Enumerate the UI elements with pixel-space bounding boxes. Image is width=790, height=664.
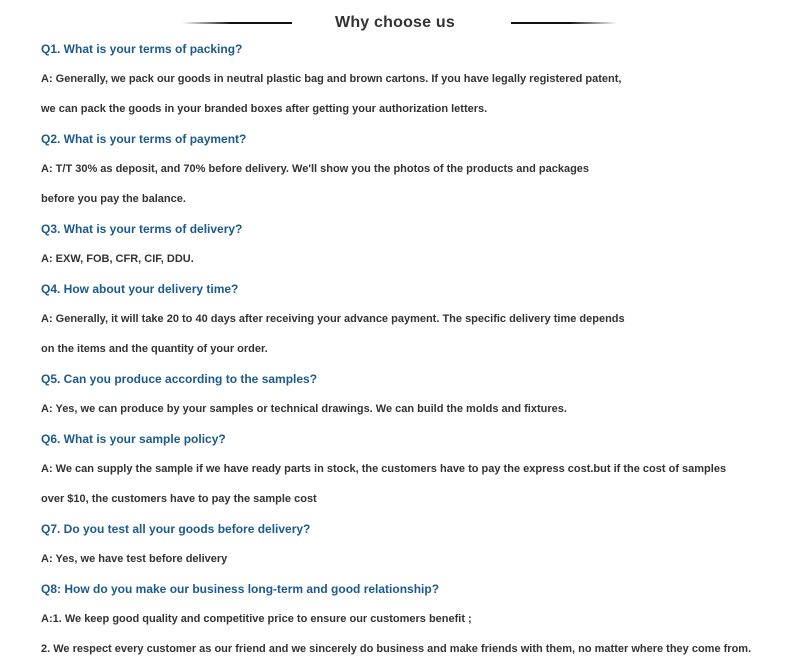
faq-question: Q5. Can you produce according to the samples? xyxy=(41,372,318,386)
header-rule-right xyxy=(511,22,617,24)
faq-answer: on the items and the quantity of your order. xyxy=(41,343,268,355)
faq-list xyxy=(41,34,781,664)
faq-answer: over $10, the customers have to pay the sample cost xyxy=(41,493,317,505)
faq-answer: A:1. We keep good quality and competitive price to ensure our customers benefit ; xyxy=(41,613,472,625)
faq-answer: A: Generally, we pack our goods in neutral plastic bag and brown cartons. If you have legally registered patent, xyxy=(41,73,622,85)
faq-question: Q1. What is your terms of packing? xyxy=(41,42,243,56)
faq-question: Q6. What is your sample policy? xyxy=(41,432,226,446)
faq-answer: A: Generally, it will take 20 to 40 days after receiving your advance payment. The specific delivery time depends xyxy=(41,313,625,325)
section-header xyxy=(0,12,790,34)
faq-answer: A: Yes, we have test before delivery xyxy=(41,553,228,565)
faq-answer: A: Yes, we can produce by your samples or technical drawings. We can build the molds and fixtures. xyxy=(41,403,567,415)
faq-question: Q2. What is your terms of payment? xyxy=(41,132,247,146)
faq-answer: A: EXW, FOB, CFR, CIF, DDU. xyxy=(41,253,194,265)
faq-question: Q3. What is your terms of delivery? xyxy=(41,222,243,236)
faq-answer: A: We can supply the sample if we have ready parts in stock, the customers have to pay the express cost.but if the cost of samples xyxy=(41,463,727,475)
faq-answer: 2. We respect every customer as our friend and we sincerely do business and make friends with them, no matter where they come from. xyxy=(41,643,752,655)
faq-question: Q8: How do you make our business long-term and good relationship? xyxy=(41,582,440,596)
faq-answer: we can pack the goods in your branded boxes after getting your authorization letters. xyxy=(41,103,488,115)
faq-answer: before you pay the balance. xyxy=(41,193,186,205)
faq-question: Q7. Do you test all your goods before delivery? xyxy=(41,522,311,536)
faq-answer: A: T/T 30% as deposit, and 70% before delivery. We'll show you the photos of the products and packages xyxy=(41,163,590,175)
page-title: Why choose us xyxy=(335,14,455,31)
faq-question: Q4. How about your delivery time? xyxy=(41,282,239,296)
